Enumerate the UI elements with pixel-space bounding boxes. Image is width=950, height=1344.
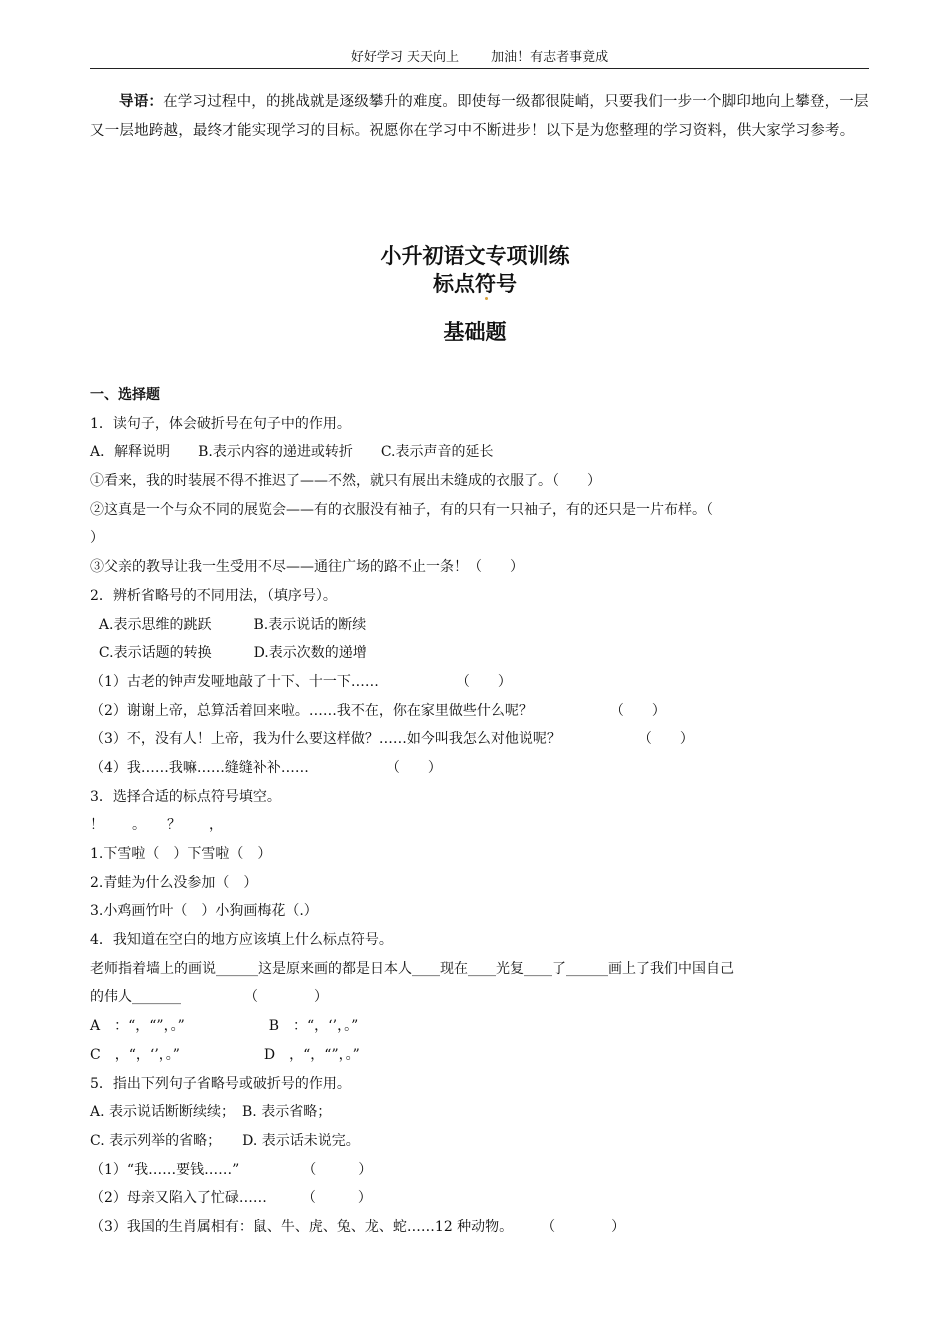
exercise-line: ） (90, 530, 104, 547)
exercise-line: （4）我……我嘛……缝缝补补…… （ ） (90, 759, 442, 776)
intro-text: 在学习过程中，的挑战就是逐级攀升的难度。即使每一级都很陡峭，只要我们一步一个脚印地向上攀登，一层又一层地跨越，最终才能实现学习的目标。祝愿你在学习中不断进步！以下是为您整理的学习资料，供大家学习参考。 (90, 94, 869, 139)
exercise-line: A ：“，“”，。” B ：“，‘’，。” (90, 1018, 359, 1035)
exercise-line: C ，“，‘’，。” D ，“，“”，。” (90, 1046, 360, 1063)
exercise-line: C.表示话题的转换 D.表示次数的递增 (90, 645, 367, 662)
exercise-line: （1）“我……要钱……” （ ） (90, 1161, 373, 1178)
exercise-lines (90, 410, 880, 1242)
exercise-line: 3．选择合适的标点符号填空。 (90, 788, 281, 805)
section-heading: 一、选择题 (90, 387, 160, 403)
subtitle-part-1: 标点 (433, 272, 475, 296)
header-motto-right: 加油！有志者事竟成 (491, 50, 609, 65)
document-subtitle (0, 268, 950, 298)
exercise-line: 老师指着墙上的画说______这是原来画的都是日本人____现在____光复____了______画上了我们中国自己 (90, 960, 734, 977)
exercise-line: （2）母亲又陷入了忙碌…… （ ） (90, 1190, 372, 1207)
exercise-line: （1）古老的钟声发哑地敲了十下、十一下…… （ ） (90, 673, 512, 690)
exercise-line: 3.小鸡画竹叶（ ）小狗画梅花（.） (90, 903, 318, 920)
exercise-line: A．解释说明 B.表示内容的递进或转折 C.表示声音的延长 (90, 444, 494, 461)
exercise-line: ①看来，我的时装展不得不推迟了——不然，就只有展出未缝成的衣服了。（ ） (90, 473, 601, 490)
intro-paragraph (90, 88, 869, 145)
exercise-line: 1.下雪啦（ ）下雪啦（ ） (90, 846, 272, 862)
exercise-line: 2．辨析省略号的不同用法，（填序号）。 (90, 587, 337, 604)
exercise-line: （2）谢谢上帝，总算活着回来啦。……我不在，你在家里做些什么呢？ （ ） (90, 702, 666, 719)
intro-label: 导语 (119, 93, 149, 110)
subtitle-part-2: 符 (475, 272, 496, 296)
subtitle-part-3: 号 (496, 272, 517, 296)
exercise-line: 的伟人_______ （ ） (90, 989, 328, 1006)
exercise-section (90, 381, 880, 1242)
exercise-line: 2.青蛙为什么没参加（ ） (90, 874, 258, 891)
exercise-line: ③父亲的教导让我一生受用不尽——通往广场的路不止一条！（ ） (90, 559, 524, 576)
level-heading: 基础题 (443, 320, 507, 344)
exercise-line: 5．指出下列句子省略号或破折号的作用。 (90, 1075, 351, 1092)
page-header (90, 48, 869, 69)
intro-colon: ： (148, 93, 164, 110)
exercise-line: （3）不，没有人！上帝，我为什么要这样做？……如今叫我怎么对他说呢？ （ ） (90, 731, 694, 748)
exercise-line: A. 表示说话断断续续； B. 表示省略； (90, 1104, 332, 1121)
exercise-line: 1．读句子，体会破折号在句子中的作用。 (90, 415, 351, 432)
exercise-line: ！ 。 ？ ， (90, 817, 223, 834)
document-title: 小升初语文专项训练 (380, 244, 570, 268)
exercise-line: ②这真是一个与众不同的展览会——有的衣服没有袖子，有的只有一只袖子，有的还只是一片布样。（ (90, 501, 713, 518)
exercise-line: （3）我国的生肖属相有：鼠、牛、虎、兔、龙、蛇……12 种动物。 （ ） (90, 1218, 626, 1235)
exercise-line: A.表示思维的跳跃 B.表示说话的断续 (90, 616, 367, 633)
exercise-line: 4．我知道在空白的地方应该填上什么标点符号。 (90, 932, 393, 949)
exercise-line: C. 表示列举的省略； D. 表示话未说完。 (90, 1132, 360, 1149)
header-motto-left: 好好学习 天天向上 (350, 50, 460, 65)
